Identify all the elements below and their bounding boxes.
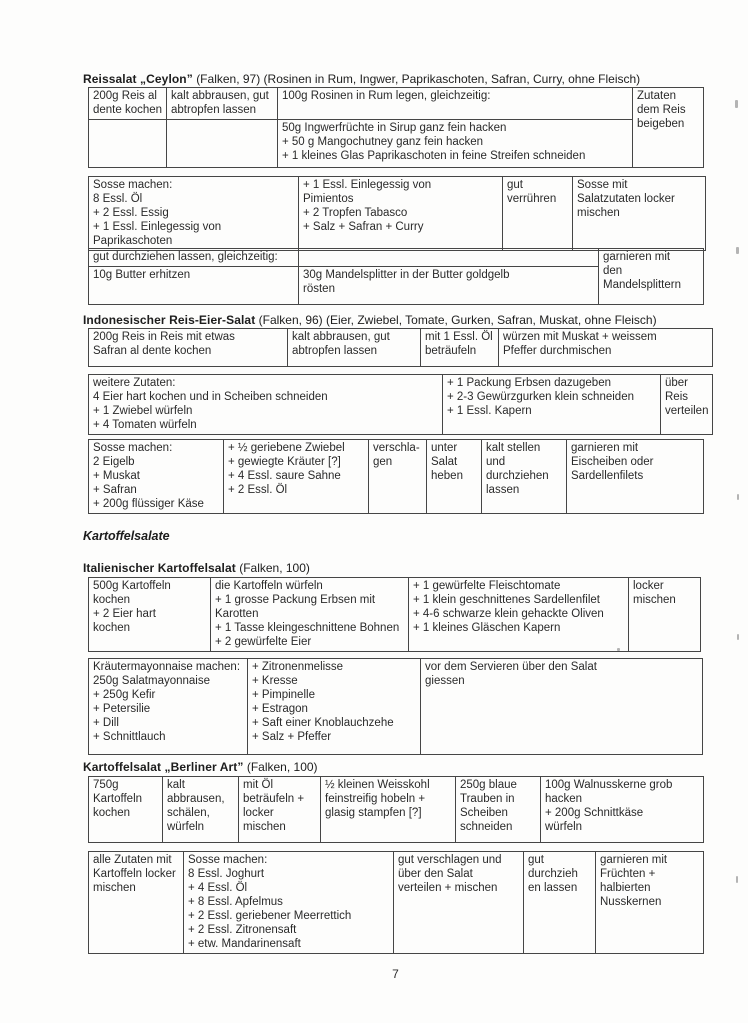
table-cell: + 1 Packung Erbsen dazugeben + 2-3 Gewürzgurken klein schneiden + 1 Essl. Kapern xyxy=(443,375,661,435)
table-cell: weitere Zutaten: 4 Eier hart kochen und in Scheiben schneiden + 1 Zwiebel würfeln + 4 Tomaten würfeln xyxy=(89,375,443,435)
table-cell: kalt abbrausen, gut abtropfen lassen xyxy=(288,329,421,367)
table-cell: + 1 Essl. Einlegessig von Pimientos + 2 Tropfen Tabasco + Salz + Safran + Curry xyxy=(299,177,503,251)
table-cell: + ½ geriebene Zwiebel + gewiegte Kräuter [?] + 4 Essl. saure Sahne + 2 Essl. Öl xyxy=(224,440,369,514)
recipe-name: Kartoffelsalat „Berliner Art” xyxy=(83,760,244,774)
section-heading-kartoffelsalate: Kartoffelsalate xyxy=(83,529,170,543)
table-cell: 500g Kartoffeln kochen + 2 Eier hart kochen xyxy=(89,578,211,652)
table-cell: garnieren mit den Mandelsplittern xyxy=(599,249,704,305)
table-cell: locker mischen xyxy=(629,578,701,652)
table-cell: 750g Kartoffeln kochen xyxy=(89,777,163,843)
table-cell: gut durchziehen lassen, gleichzeitig: xyxy=(89,249,299,267)
table-cell: mit 1 Essl. Öl beträufeln xyxy=(421,329,499,367)
recipe-table xyxy=(88,248,704,305)
table-cell: 10g Butter erhitzen xyxy=(89,267,299,305)
recipe-title-italienischer-kartoffelsalat xyxy=(83,561,310,575)
table-cell: kalt abbrausen, schälen, würfeln xyxy=(163,777,239,843)
recipe-table xyxy=(88,374,713,435)
table-cell: gut verschlagen und über den Salat verteilen + mischen xyxy=(394,852,524,954)
table-cell: gut durchzieh en lassen xyxy=(524,852,596,954)
table-cell: Sosse machen: 2 Eigelb + Muskat + Safran + 200g flüssiger Käse xyxy=(89,440,224,514)
table-cell: Sosse machen: 8 Essl. Joghurt + 4 Essl. Öl + 8 Essl. Apfelmus + 2 Essl. geriebener Meerrettich + 2 Essl. Zitronensaft + etw. Mandarinensaft xyxy=(184,852,394,954)
table-cell: 250g blaue Trauben in Scheiben schneiden xyxy=(456,777,541,843)
recipe-name: Italienischer Kartoffelsalat xyxy=(83,561,236,575)
table-cell xyxy=(167,120,278,168)
table-cell: Zutaten dem Reis beigeben xyxy=(633,88,704,168)
recipe-table xyxy=(88,328,713,367)
table-cell: Kräutermayonnaise machen: 250g Salatmayonnaise + 250g Kefir + Petersilie + Dill + Schnittlauch xyxy=(89,659,248,755)
table-cell: 200g Reis in Reis mit etwas Safran al dente kochen xyxy=(89,329,288,367)
table-cell: 50g Ingwerfrüchte in Sirup ganz fein hacken + 50 g Mangochutney ganz fein hacken + 1 kleines Glas Paprikaschoten in feine Streifen schneiden xyxy=(278,120,633,168)
table-cell: 30g Mandelsplitter in der Butter goldgelb rösten xyxy=(299,267,599,305)
table-cell: garnieren mit Früchten + halbierten Nusskernen xyxy=(596,852,704,954)
table-cell: Sosse mit Salatzutaten locker mischen xyxy=(573,177,706,251)
table-cell: + 1 gewürfelte Fleischtomate + 1 klein geschnittenes Sardellenfilet + 4-6 schwarze klein gehackte Oliven + 1 kleines Gläschen Kapern xyxy=(409,578,629,652)
recipe-name: Indonesischer Reis-Eier-Salat xyxy=(83,313,256,327)
recipe-table xyxy=(88,658,703,755)
scan-speck xyxy=(735,100,738,108)
recipe-source: (Falken, 97) (Rosinen in Rum, Ingwer, Paprikaschoten, Safran, Curry, ohne Fleisch) xyxy=(196,72,641,86)
scan-speck xyxy=(737,494,739,500)
table-cell xyxy=(89,120,167,168)
table-cell: 100g Rosinen in Rum legen, gleichzeitig: xyxy=(278,88,633,120)
recipe-source: (Falken, 100) xyxy=(246,760,318,774)
table-cell: würzen mit Muskat + weissem Pfeffer durchmischen xyxy=(499,329,713,367)
table-cell: garnieren mit Eischeiben oder Sardellenfilets xyxy=(567,440,704,514)
page-number: 7 xyxy=(392,967,399,981)
scan-speck xyxy=(736,247,739,254)
table-cell xyxy=(299,249,599,267)
table-cell: vor dem Servieren über den Salat giessen xyxy=(421,659,703,755)
recipe-name: Reissalat „Ceylon” xyxy=(83,72,193,86)
scan-speck xyxy=(617,648,620,651)
table-cell: gut verrühren xyxy=(503,177,573,251)
recipe-source: (Falken, 100) xyxy=(239,561,310,575)
scan-speck xyxy=(737,634,739,640)
table-cell: + Zitronenmelisse + Kresse + Pimpinelle + Estragon + Saft einer Knoblauchzehe + Salz + Pfeffer xyxy=(248,659,421,755)
table-cell: ½ kleinen Weisskohl feinstreifig hobeln + glasig stampfen [?] xyxy=(321,777,456,843)
table-cell: Sosse machen: 8 Essl. Öl + 2 Essl. Essig + 1 Essl. Einlegessig von Paprikaschoten xyxy=(89,177,299,251)
recipe-table xyxy=(88,176,706,251)
table-cell: die Kartoffeln würfeln + 1 grosse Packung Erbsen mit Karotten + 1 Tasse kleingeschnittene Bohnen + 2 gewürfelte Eier xyxy=(211,578,409,652)
recipe-title-indonesischer-reis-eier-salat xyxy=(83,313,657,327)
recipe-title-kartoffelsalat-berliner-art xyxy=(83,760,318,774)
table-cell: kalt abbrausen, gut abtropfen lassen xyxy=(167,88,278,120)
table-cell: alle Zutaten mit Kartoffeln locker mischen xyxy=(89,852,184,954)
table-cell: 200g Reis al dente kochen xyxy=(89,88,167,120)
table-cell: 100g Walnusskerne grob hacken + 200g Schnittkäse würfeln xyxy=(541,777,704,843)
recipe-title-reissalat-ceylon xyxy=(83,72,640,86)
recipe-table xyxy=(88,577,701,652)
scan-speck xyxy=(736,876,738,883)
table-cell: unter Salat heben xyxy=(427,440,482,514)
recipe-source: (Falken, 96) (Eier, Zwiebel, Tomate, Gurken, Safran, Muskat, ohne Fleisch) xyxy=(258,313,657,327)
table-cell: mit Öl beträufeln + locker mischen xyxy=(239,777,321,843)
table-cell: kalt stellen und durchziehen lassen xyxy=(482,440,567,514)
table-cell: verschla- gen xyxy=(369,440,427,514)
recipe-table xyxy=(88,851,704,954)
recipe-table xyxy=(88,776,704,843)
recipe-table xyxy=(88,439,704,514)
recipe-table xyxy=(88,87,704,168)
table-cell: über Reis verteilen xyxy=(661,375,713,435)
